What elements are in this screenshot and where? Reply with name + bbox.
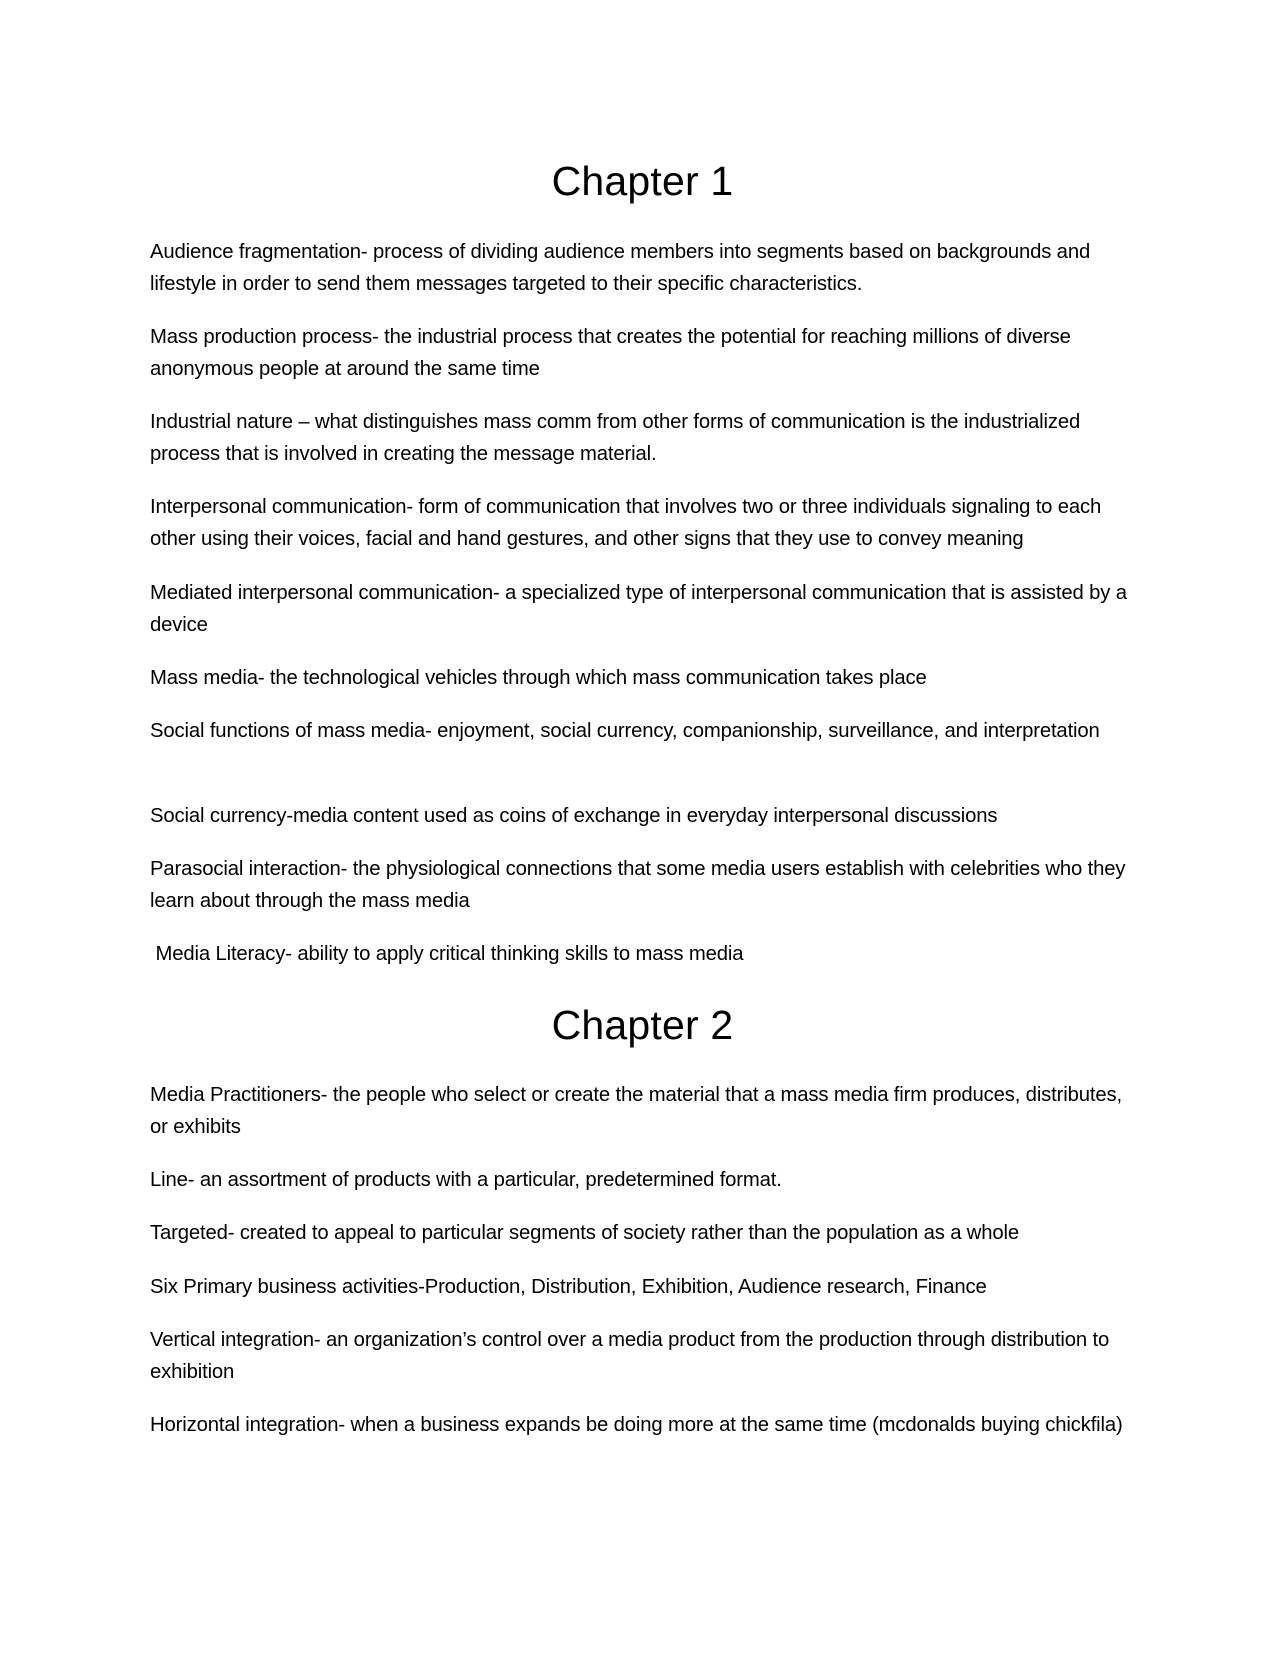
definition-paragraph: Audience fragmentation- process of dividing audience members into segments based on backgrounds and lifestyle in order to send them messages targeted to their specific characteristics. [150,241,1091,295]
definition-paragraph: Targeted- created to appeal to particular segments of society rather than the population as a whole [150,1222,1020,1244]
definition-paragraph: Social functions of mass media- enjoyment, social currency, companionship, surveillance, and interpretation [150,720,1100,742]
definition-paragraph: Mass production process- the industrial process that creates the potential for reaching millions of diverse anonymous people at around the same time [150,326,1071,380]
definition-paragraph: Parasocial interaction- the physiological connections that some media users establish with celebrities who they learn about through the mass media [150,858,1126,912]
chapter-2-heading: Chapter 2 [551,1002,734,1048]
definition-paragraph: Line- an assortment of products with a particular, predetermined format. [150,1169,782,1191]
definition-paragraph: Horizontal integration- when a business expands be doing more at the same time (mcdonalds buying chickfila) [150,1414,1123,1436]
definition-paragraph: Mass media- the technological vehicles through which mass communication takes place [150,667,927,689]
definition-paragraph: Mediated interpersonal communication- a specialized type of interpersonal communication that is assisted by a device [150,582,1127,636]
definition-paragraph: Media Practitioners- the people who select or create the material that a mass media firm produces, distributes, or exhibits [150,1084,1122,1138]
definition-paragraph: Industrial nature – what distinguishes mass comm from other forms of communication is the industrialized process that is involved in creating the message material. [150,411,1081,465]
definition-paragraph: Social currency-media content used as coins of exchange in everyday interpersonal discussions [150,805,998,827]
definition-paragraph: Media Literacy- ability to apply critical thinking skills to mass media [150,943,744,965]
definition-paragraph: Vertical integration- an organization’s control over a media product from the production through distribution to exhibition [150,1329,1110,1383]
definition-paragraph: Six Primary business activities-Production, Distribution, Exhibition, Audience research, Finance [150,1276,987,1298]
chapter-1-heading: Chapter 1 [551,158,734,204]
definition-paragraph: Interpersonal communication- form of communication that involves two or three individuals signaling to each other using their voices, facial and hand gestures, and other signs that they use to convey meaning [150,496,1102,550]
